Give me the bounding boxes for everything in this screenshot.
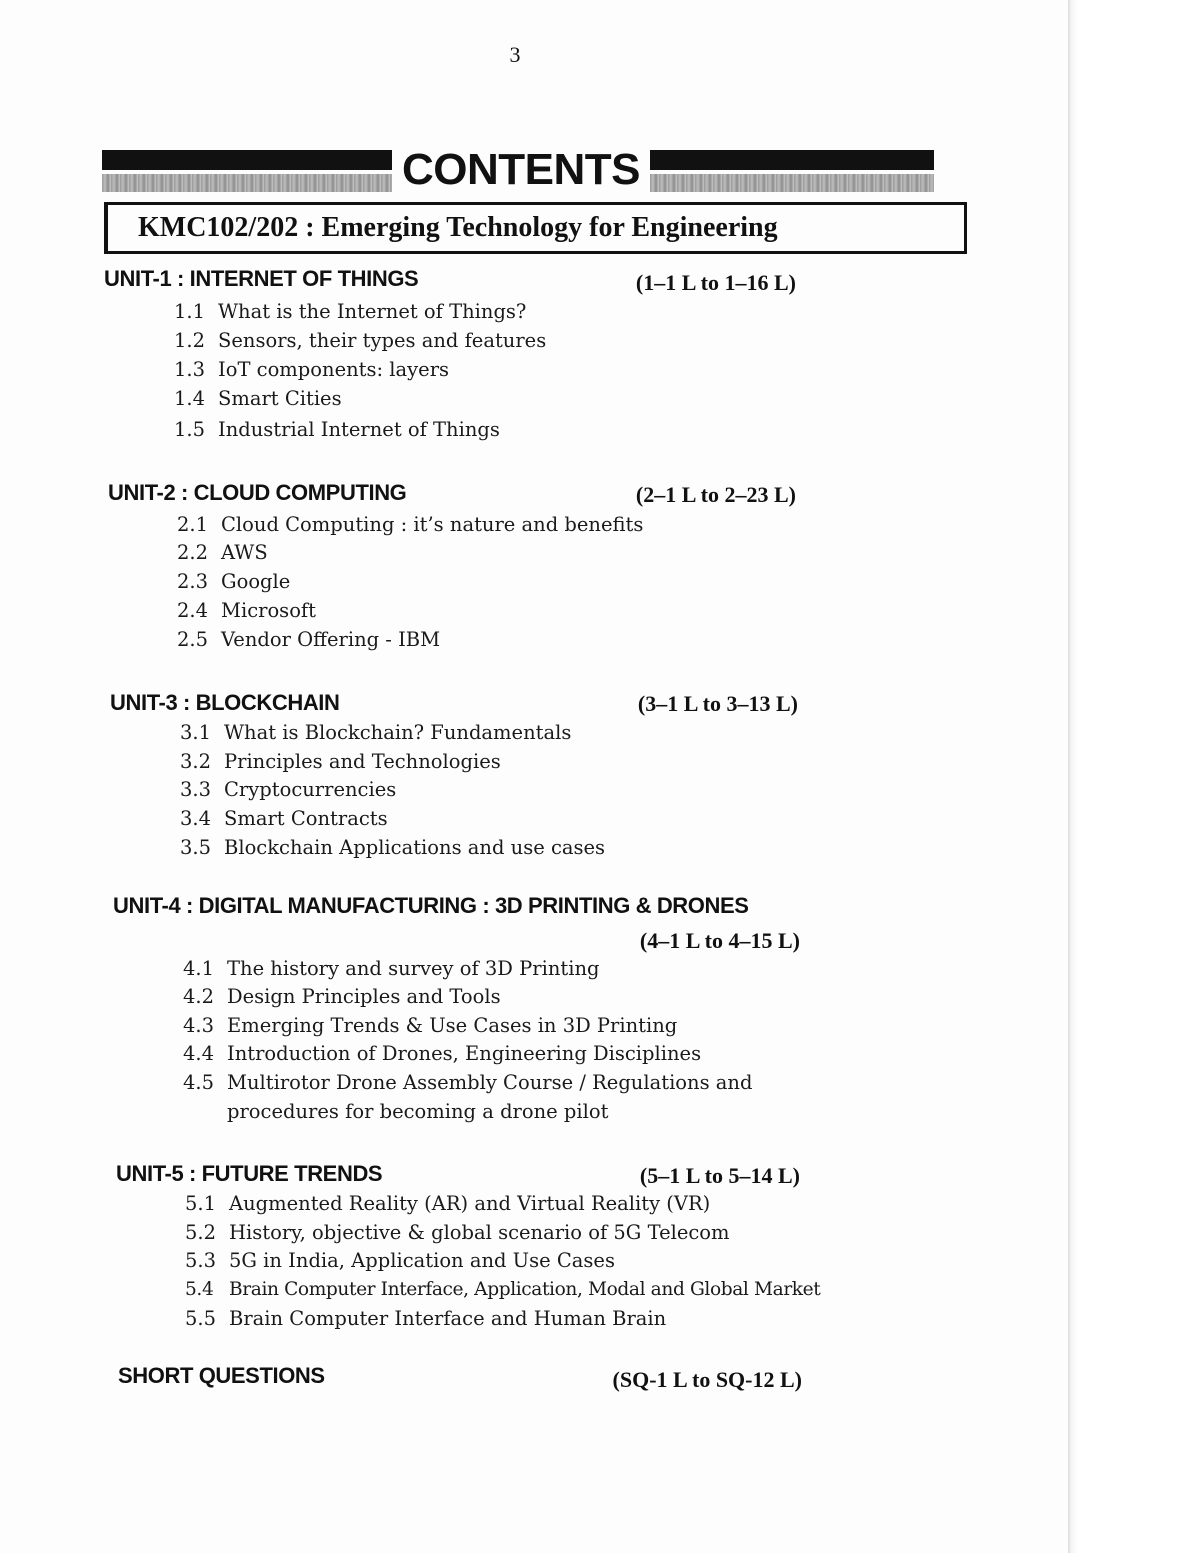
topic-3-1 <box>180 721 571 744</box>
unit-2-range: (2–1 L to 2–23 L) <box>635 482 796 507</box>
topic-number: 1.4 <box>174 387 206 410</box>
topic-number: 1.5 <box>174 418 206 441</box>
topic-text: Augmented Reality (AR) and Virtual Reality (VR) <box>229 1192 711 1215</box>
topic-text: Brain Computer Interface, Application, Modal and Global Market <box>229 1279 821 1300</box>
topic-5-2 <box>185 1221 730 1244</box>
unit-5-heading: UNIT-5 : FUTURE TRENDS <box>116 1161 383 1186</box>
topic-number: 4.2 <box>183 985 215 1008</box>
topic-4-5-continued <box>183 1100 608 1123</box>
unit-1-range: (1–1 L to 1–16 L) <box>635 270 796 295</box>
topic-2-5 <box>177 628 440 651</box>
topic-text: Microsoft <box>221 599 316 622</box>
topic-text: IoT components: layers <box>218 358 450 381</box>
topic-5-3 <box>185 1249 615 1272</box>
topic-1-3 <box>174 358 449 381</box>
topic-number: 5.2 <box>185 1221 217 1244</box>
topic-text: History, objective & global scenario of 5G Telecom <box>229 1221 730 1244</box>
short-questions-range: (SQ-1 L to SQ-12 L) <box>612 1367 802 1392</box>
topic-4-1 <box>183 957 600 980</box>
topic-number: 5.3 <box>185 1249 217 1272</box>
topic-text: Industrial Internet of Things <box>218 418 500 441</box>
topic-text: What is Blockchain? Fundamentals <box>224 721 572 744</box>
topic-text: Emerging Trends & Use Cases in 3D Printing <box>227 1014 678 1037</box>
topic-3-4 <box>180 807 388 830</box>
topic-text: Google <box>221 570 291 593</box>
topic-text: Vendor Offering - IBM <box>221 628 441 651</box>
topic-1-5 <box>174 418 500 441</box>
topic-1-4 <box>174 387 342 410</box>
topic-number: 1.2 <box>174 329 206 352</box>
topic-number: 5.5 <box>185 1307 217 1330</box>
topic-5-1 <box>185 1192 710 1215</box>
banner-bar-left <box>102 150 392 192</box>
topic-2-3 <box>177 570 290 593</box>
topic-number: 5.4 <box>185 1279 214 1300</box>
topic-4-2 <box>183 985 501 1008</box>
topic-number: 3.5 <box>180 836 212 859</box>
topic-text: Blockchain Applications and use cases <box>224 836 606 859</box>
unit-2-heading: UNIT-2 : CLOUD COMPUTING <box>108 480 407 505</box>
topic-text: What is the Internet of Things? <box>218 300 527 323</box>
topic-3-3 <box>180 778 396 801</box>
topic-3-5 <box>180 836 605 859</box>
topic-1-1 <box>174 300 526 323</box>
topic-number: 4.1 <box>183 957 215 980</box>
topic-number: 2.3 <box>177 570 209 593</box>
topic-text: Principles and Technologies <box>224 750 501 773</box>
page-edge-shadow <box>1068 0 1200 1553</box>
unit-5-range: (5–1 L to 5–14 L) <box>639 1163 800 1188</box>
topic-text: Brain Computer Interface and Human Brain <box>229 1307 667 1330</box>
topic-number: 1.1 <box>174 300 206 323</box>
contents-title: CONTENTS <box>402 145 640 194</box>
topic-2-2 <box>177 541 268 564</box>
topic-number: 3.3 <box>180 778 212 801</box>
topic-text: The history and survey of 3D Printing <box>227 957 600 980</box>
topic-number: 2.2 <box>177 541 209 564</box>
topic-text: 5G in India, Application and Use Cases <box>229 1249 615 1272</box>
unit-3-heading: UNIT-3 : BLOCKCHAIN <box>110 690 340 715</box>
topic-4-5 <box>183 1071 752 1094</box>
page-number: 3 <box>509 42 521 67</box>
topic-number: 2.4 <box>177 599 209 622</box>
topic-number: 3.1 <box>180 721 212 744</box>
topic-text: procedures for becoming a drone pilot <box>227 1100 609 1123</box>
topic-2-1 <box>177 513 643 536</box>
topic-5-4 <box>185 1279 820 1300</box>
unit-4-range: (4–1 L to 4–15 L) <box>639 928 800 953</box>
course-title-box <box>104 202 967 254</box>
topic-number: 1.3 <box>174 358 206 381</box>
topic-number: 4.3 <box>183 1014 215 1037</box>
topic-4-3 <box>183 1014 677 1037</box>
topic-3-2 <box>180 750 501 773</box>
topic-number: 2.1 <box>177 513 209 536</box>
topic-text: Cloud Computing : it’s nature and benefits <box>221 513 644 536</box>
topic-number: 3.2 <box>180 750 212 773</box>
topic-text: Sensors, their types and features <box>218 329 547 352</box>
topic-5-5 <box>185 1307 666 1330</box>
topic-text: Design Principles and Tools <box>227 985 501 1008</box>
topic-number: 3.4 <box>180 807 212 830</box>
unit-1-heading: UNIT-1 : INTERNET OF THINGS <box>104 266 419 291</box>
unit-4-heading: UNIT-4 : DIGITAL MANUFACTURING : 3D PRINTING & DRONES <box>113 893 749 918</box>
topic-number: 4.4 <box>183 1042 215 1065</box>
topic-text: Smart Cities <box>218 387 342 410</box>
topic-number: 4.5 <box>183 1071 215 1094</box>
topic-number: 5.1 <box>185 1192 217 1215</box>
topic-number: 2.5 <box>177 628 209 651</box>
banner-bar-right <box>650 150 934 192</box>
short-questions-heading: SHORT QUESTIONS <box>118 1363 325 1388</box>
contents-banner <box>102 145 934 194</box>
topic-text: Cryptocurrencies <box>224 778 397 801</box>
unit-3-range: (3–1 L to 3–13 L) <box>637 691 798 716</box>
topic-text: Introduction of Drones, Engineering Disciplines <box>227 1042 702 1065</box>
topic-4-4 <box>183 1042 701 1065</box>
topic-text: Smart Contracts <box>224 807 388 830</box>
topic-2-4 <box>177 599 316 622</box>
topic-text: AWS <box>221 541 268 564</box>
course-title: KMC102/202 : Emerging Technology for Engineering <box>138 212 778 243</box>
topic-1-2 <box>174 329 546 352</box>
topic-text: Multirotor Drone Assembly Course / Regulations and <box>227 1071 753 1094</box>
